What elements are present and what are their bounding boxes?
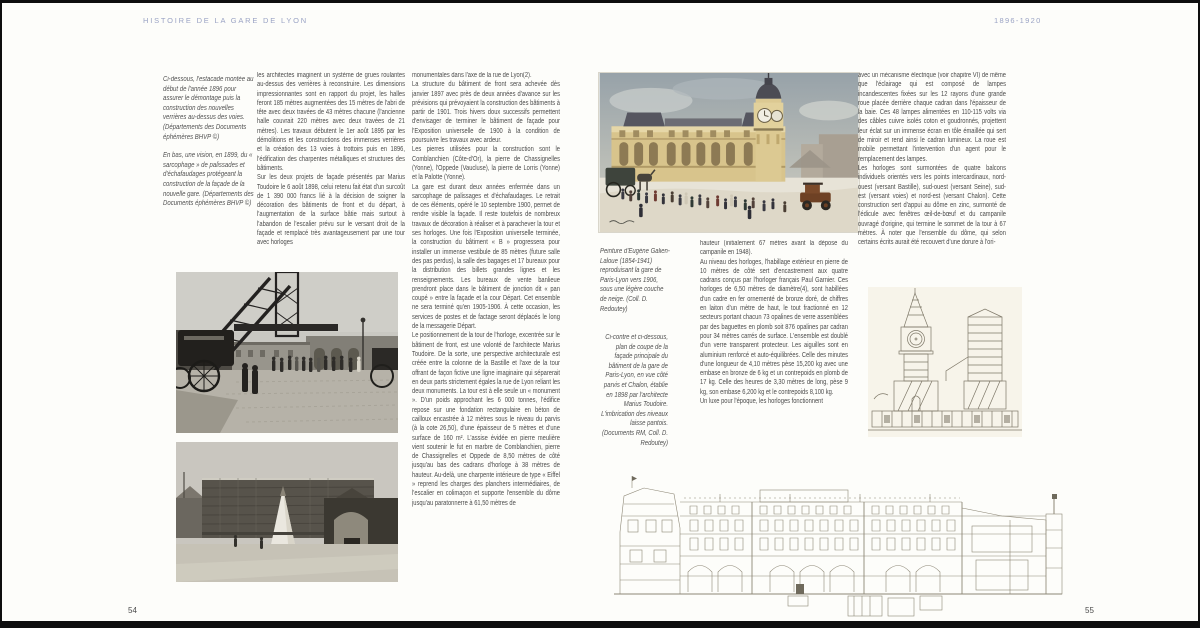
- paragraph: Le positionnement de la tour de l'horloge, excentrée sur le bâtiment de front, est une volonté de l'architecte Marius Toudoire. De la sorte, une perspective architecturale est créée entre la colonne de la Bastille et l'axe de la tour offrant de façon fictive une ligne imaginaire qui séparerait en deux parts strictement égales la rue de Lyon reliant les deux monuments. La tour est à elle seule un « monument ». D'un poids approchant les 6 000 tonnes, l'édifice repose sur une fondation rectangulaire en béton de cailloux encastrée à 12 mètres sous le niveau du parvis (à la cote 26,50), d'une épaisseur de 5 mètres et d'une surface de 160 m². L'assise évidée en pierre meulière vient soutenir le fut en marbre de Comblanchien, pierre de Chassignelles et Oppede de 8,50 mètres de côté jusqu'au bas des cadrans d'horloge à 38 mètres de hauteur. Au-delà, une charpente intérieure de type « Eiffel » reprend les charges des planchers intermédiaires, de l'escalier en colimaçon et supporte l'ensemble du dôme jusqu'au paratonnerre à 61,50 mètres de: [412, 332, 560, 507]
- plan-caption: [598, 333, 668, 453]
- left-page-column-2: [412, 71, 560, 594]
- page-number-left: 54: [128, 606, 137, 615]
- paragraph: Sur les deux projets de façade présentés par Marius Toudoire le 6 août 1898, celui retenu fait état d'un surcoût de 1 390 000 francs lié à la décision de soigner la décoration des bâtiments de front et du départ, à l'augmentation de la surface bâtie mais surtout à l'abandon de l'escalier prévu sur le versant droit de la façade et remplacé très avantageusement par une tour avec horloges: [257, 174, 405, 247]
- caption-estacade: Ci-dessous, l'estacade montée au début de l'année 1896 pour assurer le démontage puis la construction des nouvelles verrières au-dessus des voies. (Départements des Documents éphémères BHVP ©): [163, 76, 254, 141]
- painting-gare-de-lyon: [598, 72, 860, 233]
- photo-estacade-art: [176, 272, 398, 433]
- left-page-column-1: [257, 71, 405, 272]
- page-number-right: 55: [1085, 606, 1094, 615]
- paragraph: monumentales dans l'axe de la rue de Lyon(2).: [412, 72, 532, 79]
- paragraph: Les horloges sont surmontées de quatre balcons individuels orientés vers les points intercardinaux, nord-ouest (versant Bastille), sud-ouest (versant Seine), sud-est (versant voies) et nord-est (versant Chalon). Cette construction sert d'appui au dôme en zinc, surmonté de l'édicule avec fenêtres œil-de-bœuf et du campanile ouvragé d'origine, qui termine le sommet de la tour à 67 mètres. À noter que l'ensemble du dôme, qui selon certains écrits aurait été recouvert d'une dorure à l'ori-: [858, 164, 1006, 247]
- caption-text: Ci-contre et ci-dessous, plan de coupe de la façade principale du bâtiment de la gare de Paris-Lyon, en vue côté parvis et Chalon, établie en 1898 par l'architecte Marius Toudoire. L'imbrication des niveaux laisse pantois. (Documents RM, Coll. D. Redoutey): [601, 334, 668, 447]
- paragraph: Les pierres utilisées pour la construction sont le Comblanchien (Côte-d'Or), la pierre de Chassignelles (Yonne), l'Oppede (Vaucluse), la pierre de Lorris (Yonne) et la Palotte (Yonne).: [412, 146, 560, 182]
- facade-section-art: [610, 468, 1066, 618]
- photo-sarcophage-art: [176, 442, 398, 582]
- photo-estacade: [176, 272, 398, 433]
- drawing-clock-tower: [868, 287, 1022, 437]
- paragraph: les architectes imaginent un système de grues roulantes au-dessus des verrières à reconstruire. Les dimensions impressionnantes sont en rapport du projet, les halles feront 185 mètres augmentées des 15 mètres de l'abri de tête avec deux travées de 43 mètres chacune (l'ancienne halle couvrait 220 mètres avec deux travées de 21 mètres). Les travaux débutent le 1er août 1895 par les démolitions et les constructions des immenses verrières et la création des 13 voies à trottoirs puis en 1896, l'édification des charpentes métalliques et structures des bâtiments.: [257, 72, 405, 172]
- caption-sarcophage: En bas, une vision, en 1899, du « sarcophage » de palissades et d'échafaudages protégeant la construction de la façade de la nouvelle gare. (Départements des Documents éphémères BHVP ©): [163, 152, 254, 208]
- paragraph: avec un mécanisme électrique (voir chapitre VI) de même que l'éclairage qui est composé de lampes incandescentes fixées sur les 12 rayons d'une grande roue placée derrière chaque cadran dans l'épaisseur de la baie. Ces 48 lampes alimentées en 110-115 volts via des câbles cuivre isolés coton et goudronnés, projettent leur éclat sur un immense écran en tôle émaillée qui sert de miroir et rend ainsi le cadran lumineux. La roue est mobile permettant l'intervention d'un agent pour le remplacement des lampes.: [858, 72, 1006, 163]
- running-head-title: HISTOIRE DE LA GARE DE LYON: [143, 16, 309, 25]
- drawing-facade-section: [610, 468, 1066, 618]
- paragraph: Un luxe pour l'époque, les horloges fonctionnent: [700, 398, 823, 406]
- page-surface: [2, 3, 1198, 621]
- paragraph: La gare est durant deux années enfermée dans un sarcophage de palissages et d'échafaudages. Le retrait de ces éléments, opéré le 10 septembre 1900, permet de rendre visible la façade. Il reste toutefois de nombreux travaux de décoration à réaliser et à parachever la tour et ses horloges. Une fois l'Exposition universelle terminée, la construction du bâtiment « B » progressera pour installer un immense vestibule de 85 mètres (future salle des pas perdus), la salle des bagages et 17 bureaux pour la distribution des billets grandes lignes et les renseignements. Les bureaux de vente banlieue prendront place dans le bâtiment de jonction dit « pan coupé » entre la façade et la cour Départ. Cet ensemble ne sera terminé qu'en 1905-1906. À cette occasion, les services de postes et de factage seront déplacés le long de la messagerie Départ.: [412, 183, 560, 331]
- tower-drawing-art: [868, 287, 1022, 437]
- painting-art: [599, 73, 859, 232]
- right-page-column-1: [700, 239, 848, 439]
- caption-text: Peinture d'Eugène Galien-Laloue (1854-1941) reproduisant la gare de Paris-Lyon vers 1906, sous une légère couche de neige. (Coll. D. Redoutey): [600, 248, 670, 313]
- running-head-dates: 1896-1920: [994, 16, 1042, 25]
- paragraph: hauteur (initialement 67 mètres avant la dépose du campanile en 1948).: [700, 240, 848, 257]
- photo-sarcophage: [176, 442, 398, 582]
- paragraph: Au niveau des horloges, l'habillage extérieur en pierre de 10 mètres de côté sert d'encastrement aux quatre cadrans conçus par l'horloger français Paul Garnier. Ces horloges de 6,50 mètres de diamètre(4), sont habillées d'un cadre en fer ornementé de bronze doré, de chiffres en laiton d'un mètre de haut, le tout fractionné en 12 secteurs portant chacun 73 opalines de verre assemblées par des baguettes en plomb soit 876 opalines par cadran pour 34 mètres carrés de surface. L'ensemble est doublé d'un verre transparent protecteur. Les aiguilles sont en aluminium renforcé et auto-équilibrées. Celle des minutes d'une longueur de 4,10 mètres pèse 15,200 kg avec une embase en bronze de 6 kg et un contrepoids en plomb de 17 kg. Celle des heures de 3,30 mètres de long, pèse 9 kg, son embase 6,200 kg et le contrepoids 8,100 kg.: [700, 258, 848, 396]
- paragraph: La structure du bâtiment de front sera achevée dès janvier 1897 avec près de deux années d'avance sur les prévisions qui prévoyaient la construction des bâtiments à partir de 1901. Trois hivers doux successifs permettent d'envisager de terminer le bâtiment de façade pour l'Exposition universelle de 1900 à la condition de poursuivre les travaux avec ardeur.: [412, 81, 560, 145]
- painting-caption: [600, 247, 670, 331]
- right-page-column-2: [858, 71, 1006, 285]
